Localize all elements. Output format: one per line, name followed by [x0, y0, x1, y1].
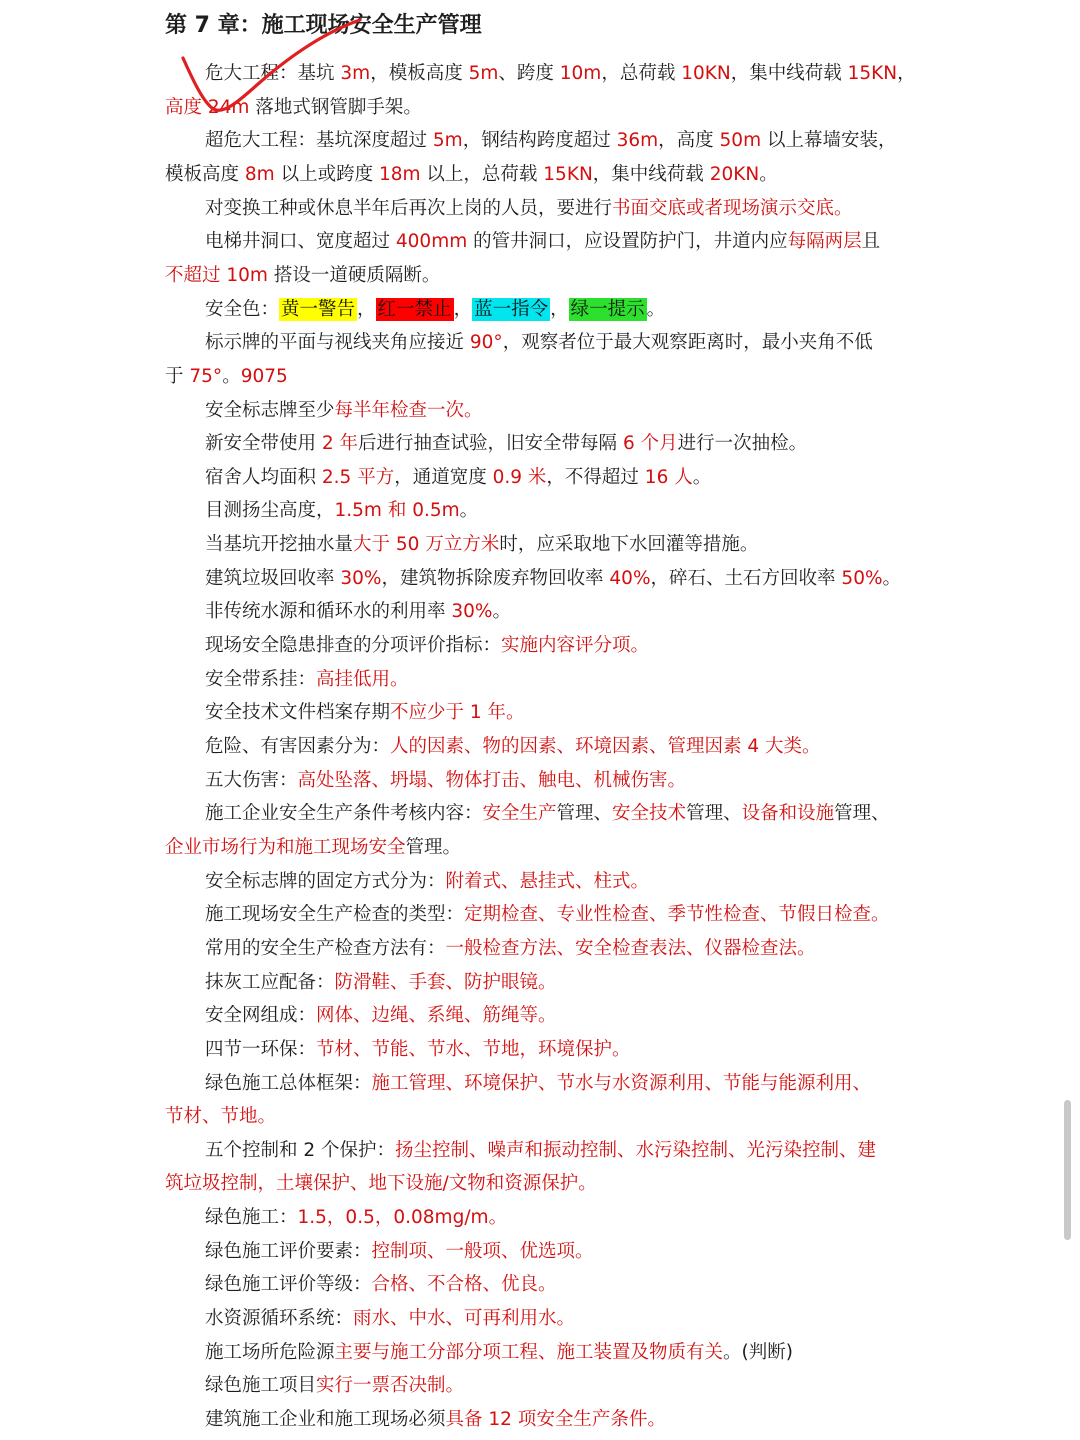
note-line	[165, 1167, 925, 1200]
line-text: 新安全带使用	[205, 433, 322, 455]
line-text: 安全技术文件档案存期	[205, 702, 391, 724]
line-text: 常用的安全生产检查方法有：	[205, 937, 446, 959]
note-line	[205, 764, 925, 797]
emphasis-text: 1.5，0.5，0.08mg/m。	[297, 1207, 508, 1229]
line-text: 落地式钢管脚手架。	[249, 96, 422, 118]
line-text: 。	[882, 567, 902, 589]
emphasis-text: 6 个月	[622, 433, 678, 455]
emphasis-text: 50%	[841, 567, 883, 589]
emphasis-text: 网体、边绳、系绳、筋绳等。	[316, 1005, 557, 1027]
emphasis-text: 实施内容评分项。	[501, 635, 650, 657]
note-line	[205, 1302, 925, 1335]
note-line	[205, 427, 925, 460]
line-text: ，碎石、土石方回收率	[650, 567, 842, 589]
line-text: ，通道宽度	[394, 466, 493, 488]
line-text: 安全网组成：	[205, 1005, 317, 1027]
note-line	[205, 932, 925, 965]
note-line	[205, 1201, 925, 1234]
note-line	[205, 898, 925, 931]
emphasis-text: 施工管理、环境保护、节水与水资源利用、节能与能源利用、	[371, 1072, 872, 1094]
highlight-text: 红一禁止	[377, 298, 452, 320]
line-text: 目测扬尘高度，	[205, 500, 335, 522]
highlight-text: 黄一警告	[281, 298, 356, 320]
line-text: 。	[222, 365, 241, 387]
line-text: ，不得超过	[546, 466, 645, 488]
chapter-title: 第 7 章：施工现场安全生产管理	[165, 13, 482, 38]
line-text: 施工现场安全生产检查的类型：	[205, 904, 465, 926]
line-text: 绿色施工项目	[205, 1375, 317, 1397]
note-line	[205, 57, 925, 90]
emphasis-text: 每半年检查一次。	[334, 399, 483, 421]
note-line	[205, 1235, 925, 1268]
emphasis-text: 具备 12 项安全生产条件。	[445, 1409, 666, 1430]
emphasis-text: 15KN	[847, 63, 898, 84]
line-text: 进行一次抽检。	[677, 433, 808, 455]
line-text: 的管井洞口，应设置防护门，井道内应	[467, 231, 788, 253]
note-line	[205, 494, 925, 527]
line-text: 宿舍人均面积	[205, 466, 322, 488]
line-text: 施工场所危险源	[205, 1341, 335, 1363]
emphasis-text: 节材、节能、节水、节地，环境保护。	[316, 1038, 631, 1060]
emphasis-text: 主要与施工分部分项工程、施工装置及物质有关	[334, 1341, 724, 1363]
line-text: 安全标志牌的固定方式分为：	[205, 870, 446, 892]
line-text: 当基坑开挖抽水量	[205, 534, 354, 556]
note-line	[165, 360, 925, 393]
note-line	[205, 865, 925, 898]
emphasis-text: 高处坠落、坍塌、物体打击、触电、机械伤害。	[297, 769, 687, 791]
line-text: 五大伤害：	[205, 769, 298, 791]
note-line	[205, 966, 925, 999]
line-text: 搭设一道硬质隔断。	[267, 264, 441, 286]
line-text: 。	[492, 601, 512, 623]
emphasis-text: 2.5 平方	[321, 466, 395, 488]
emphasis-text: 10KN	[681, 63, 731, 84]
note-line	[205, 629, 925, 662]
line-text: 模板高度	[165, 163, 245, 185]
emphasis-text: 3m	[340, 63, 371, 84]
line-text: 后进行抽查试验，旧安全带每隔	[358, 433, 623, 455]
emphasis-text: 15KN	[543, 163, 593, 185]
emphasis-text: 企业市场行为和施工现场安全	[165, 836, 406, 858]
line-text: 安全标志牌至少	[205, 399, 335, 421]
line-text: 安全色：	[205, 298, 280, 320]
note-line	[165, 259, 925, 292]
emphasis-text: 书面交底或者现场演示交底。	[612, 197, 853, 219]
emphasis-text: 90°	[469, 332, 503, 354]
line-text: 建筑垃圾回收率	[205, 567, 341, 589]
emphasis-text: 筑垃圾控制，土壤保护、地下设施/文物和资源保护。	[165, 1173, 597, 1195]
emphasis-text: 节材、节地。	[165, 1106, 277, 1128]
line-text: 绿色施工评价等级：	[205, 1274, 372, 1296]
line-text: 施工企业安全生产条件考核内容：	[205, 803, 483, 825]
line-text: 、跨度	[498, 63, 560, 84]
line-text: 管理、	[834, 803, 890, 825]
note-line	[205, 663, 925, 696]
note-line	[205, 528, 925, 561]
line-text: 以上，总荷载	[420, 163, 544, 185]
note-line	[205, 696, 925, 729]
line-text: ，模板高度	[370, 63, 469, 84]
line-text: 以上或跨度	[274, 163, 379, 185]
line-text: 超危大工程：基坑深度超过	[205, 130, 433, 152]
line-text: 标示牌的平面与视线夹角应接近	[205, 332, 470, 354]
note-line	[205, 1033, 925, 1066]
line-text: 安全带系挂：	[205, 668, 317, 690]
line-text: 。	[692, 466, 712, 488]
note-line	[205, 1403, 925, 1436]
line-text: 且	[861, 231, 881, 253]
emphasis-text: 一般检查方法、安全检查表法、仪器检查法。	[445, 937, 816, 959]
emphasis-text: 2 年	[321, 433, 359, 455]
note-line	[205, 1336, 925, 1369]
emphasis-text: 8m	[244, 163, 275, 185]
line-text: 管理。	[405, 836, 462, 858]
line-text: ，	[897, 63, 916, 84]
note-line	[205, 1369, 925, 1402]
emphasis-text: 18m	[378, 163, 421, 185]
note-line	[205, 562, 925, 595]
note-line	[205, 1268, 925, 1301]
line-text: 危险、有害因素分为：	[205, 736, 391, 757]
line-text: ，集中线荷载	[730, 63, 848, 84]
emphasis-text: 16 人	[644, 466, 693, 488]
emphasis-text: 36m	[616, 130, 659, 152]
note-line	[205, 797, 925, 830]
emphasis-text: 30%	[451, 601, 493, 623]
line-text: 抹灰工应配备：	[205, 971, 335, 993]
emphasis-text: 75°	[189, 365, 223, 387]
line-text: 。	[459, 500, 479, 522]
emphasis-text: 附着式、悬挂式、柱式。	[445, 870, 650, 892]
emphasis-text: 5m	[468, 63, 499, 84]
note-line	[205, 225, 925, 258]
line-text: 水资源循环系统：	[205, 1308, 354, 1330]
emphasis-text: 不应少于 1 年。	[390, 702, 525, 724]
line-text: 绿色施工：	[205, 1207, 298, 1229]
note-line	[205, 730, 925, 763]
emphasis-text: 雨水、中水、可再利用水。	[353, 1308, 576, 1330]
line-text: 现场安全隐患排查的分项评价指标：	[205, 635, 502, 657]
note-line	[165, 831, 925, 864]
emphasis-text: 1.5m 和 0.5m	[334, 500, 460, 522]
line-text: 时，应采取地下水回灌等措施。	[499, 534, 759, 556]
emphasis-text: 控制项、一般项、优选项。	[371, 1240, 594, 1262]
line-text: ，建筑物拆除废弃物回收率	[381, 567, 610, 589]
note-line	[205, 192, 925, 225]
note-line	[205, 124, 925, 157]
emphasis-text: 高挂低用。	[316, 668, 409, 690]
line-text: 管理、	[556, 803, 613, 825]
line-text: 建筑施工企业和施工现场必须	[205, 1409, 446, 1430]
scrollbar-thumb[interactable]	[1064, 1100, 1071, 1240]
emphasis-text: 合格、不合格、优良。	[371, 1274, 557, 1296]
line-text: 绿色施工总体框架：	[205, 1072, 372, 1094]
line-text: 于	[165, 365, 190, 387]
note-line	[165, 91, 925, 124]
emphasis-text: 30%	[340, 567, 382, 589]
note-line	[205, 293, 925, 326]
emphasis-text: 扬尘控制、噪声和振动控制、水污染控制、光污染控制、建	[395, 1139, 877, 1161]
emphasis-text: 防滑鞋、手套、防护眼镜。	[334, 971, 557, 993]
note-line	[205, 999, 925, 1032]
line-text: 。	[759, 163, 778, 185]
emphasis-text: 安全生产	[482, 803, 557, 825]
emphasis-text: 10m	[559, 63, 602, 84]
emphasis-text: 40%	[609, 567, 651, 589]
note-line	[205, 595, 925, 628]
emphasis-text: 5m	[432, 130, 463, 152]
highlight-text: 绿一提示	[570, 298, 645, 320]
note-line	[205, 1067, 925, 1100]
emphasis-text: 9075	[240, 365, 288, 387]
line-text: ，	[357, 298, 376, 320]
emphasis-text: 设备和设施	[741, 803, 835, 825]
line-text: ，集中线荷载	[592, 163, 710, 185]
note-line	[205, 1134, 925, 1167]
line-text: 四节一环保：	[205, 1038, 317, 1060]
emphasis-text: 不超过 10m	[165, 264, 268, 286]
line-text: 电梯井洞口、宽度超过	[205, 231, 396, 253]
note-line	[205, 461, 925, 494]
line-text: 非传统水源和循环水的利用率	[205, 601, 452, 623]
line-text: 危大工程：基坑	[205, 63, 341, 84]
emphasis-text: 定期检查、专业性检查、季节性检查、节假日检查。	[464, 904, 890, 926]
emphasis-text: 大于 50 万立方米	[353, 534, 500, 556]
line-text: 管理、	[686, 803, 742, 825]
line-text: ，总荷载	[601, 63, 682, 84]
line-text: 绿色施工评价要素：	[205, 1240, 372, 1262]
note-line	[165, 1100, 925, 1133]
line-text: 五个控制和 2 个保护：	[205, 1139, 396, 1161]
emphasis-text: 0.9 米	[492, 466, 547, 488]
line-text: ，观察者位于最大观察距离时，最小夹角不低	[502, 332, 873, 354]
emphasis-text: 高度 24m	[165, 96, 250, 118]
line-text: ，	[453, 298, 473, 320]
emphasis-text: 实行一票否决制。	[316, 1375, 465, 1397]
emphasis-text: 20KN	[709, 163, 760, 185]
emphasis-text: 每隔两层	[787, 231, 862, 253]
emphasis-text: 50m	[719, 130, 762, 152]
note-line	[205, 326, 925, 359]
emphasis-text: 人的因素、物的因素、环境因素、管理因素 4 大类。	[390, 736, 821, 757]
line-text: 。(判断)	[723, 1341, 793, 1363]
line-text: ，钢结构跨度超过	[462, 130, 617, 152]
emphasis-text: 安全技术	[612, 803, 687, 825]
line-text: 。	[646, 298, 666, 320]
line-text: 对变换工种或休息半年后再次上岗的人员，要进行	[205, 197, 613, 219]
line-text: ，高度	[658, 130, 720, 152]
line-text: 以上幕墙安装，	[761, 130, 897, 152]
note-line	[205, 394, 925, 427]
emphasis-text: 400mm	[395, 231, 468, 253]
note-line	[165, 158, 925, 191]
line-text: ，	[550, 298, 569, 320]
highlight-text: 蓝一指令	[474, 298, 549, 320]
